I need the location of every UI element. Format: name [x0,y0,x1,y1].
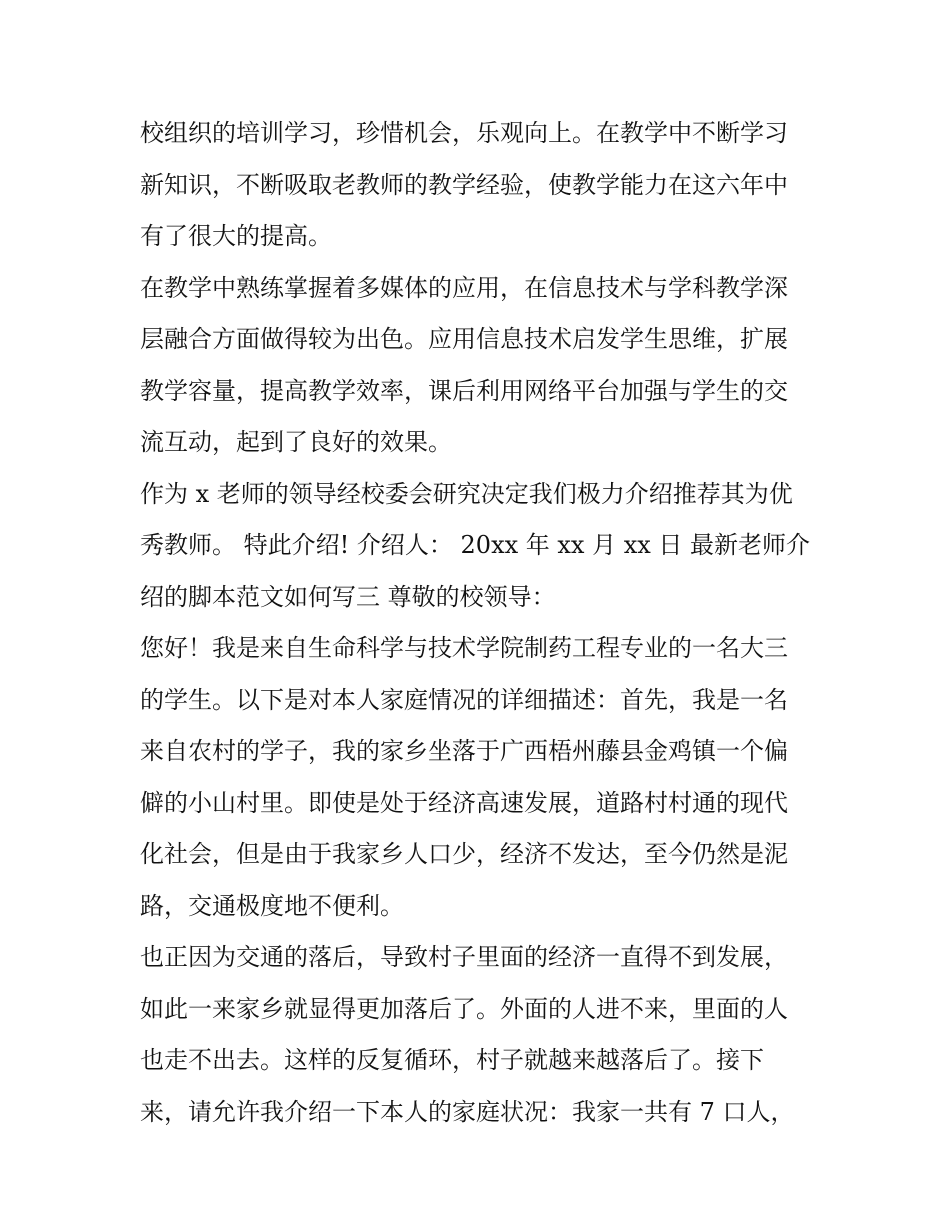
text-line: 在教学中熟练掌握着多媒体的应用，在信息技术与学科教学深 [140,273,788,302]
paragraph [140,263,820,469]
text-line: 秀教师。 特此介绍! 介绍人： 20xx 年 xx 月 xx 日 最新老师介 [140,531,811,559]
text-line: 您好！我是来自生命科学与技术学院制药工程专业的一名大三 [140,634,788,662]
paragraph [140,108,820,263]
text-line: 来自农村的学子，我的家乡坐落于广西梧州藤县金鸡镇一个偏 [140,737,788,765]
paragraph [140,623,820,932]
text-line: 流互动，起到了良好的效果。 [140,428,452,456]
document-body [140,108,820,1138]
paragraph [140,932,820,1138]
text-line: 层融合方面做得较为出色。应用信息技术启发学生思维，扩展 [140,325,788,353]
text-line: 也走不出去。这样的反复循环，村子就越来越落后了。接下 [140,1046,764,1074]
text-line: 有了很大的提高。 [140,222,332,250]
text-line: 绍的脚本范文如何写三 尊敬的校领导： [140,582,556,611]
text-line: 如此一来家乡就显得更加落后了。外面的人进不来，里面的人 [140,994,788,1023]
paragraph [140,469,820,624]
text-line: 作为 x 老师的领导经校委会研究决定我们极力介绍推荐其为优 [140,479,793,508]
text-line: 僻的小山村里。即使是处于经济高速发展，道路村村通的现代 [140,788,788,817]
text-line: 也正因为交通的落后，导致村子里面的经济一直得不到发展， [140,943,788,971]
text-line: 的学生。以下是对本人家庭情况的详细描述：首先，我是一名 [140,685,788,714]
text-line: 新知识，不断吸取老教师的教学经验，使教学能力在这六年中 [140,170,788,199]
text-line: 来，请允许我介绍一下本人的家庭状况：我家一共有 7 口人， [140,1097,795,1126]
text-line: 教学容量，提高教学效率，课后利用网络平台加强与学生的交 [140,376,788,405]
text-line: 化社会，但是由于我家乡人口少，经济不发达，至今仍然是泥 [140,840,788,868]
text-line: 路，交通极度地不便利。 [140,891,404,920]
text-line: 校组织的培训学习，珍惜机会，乐观向上。在教学中不断学习 [140,119,788,147]
